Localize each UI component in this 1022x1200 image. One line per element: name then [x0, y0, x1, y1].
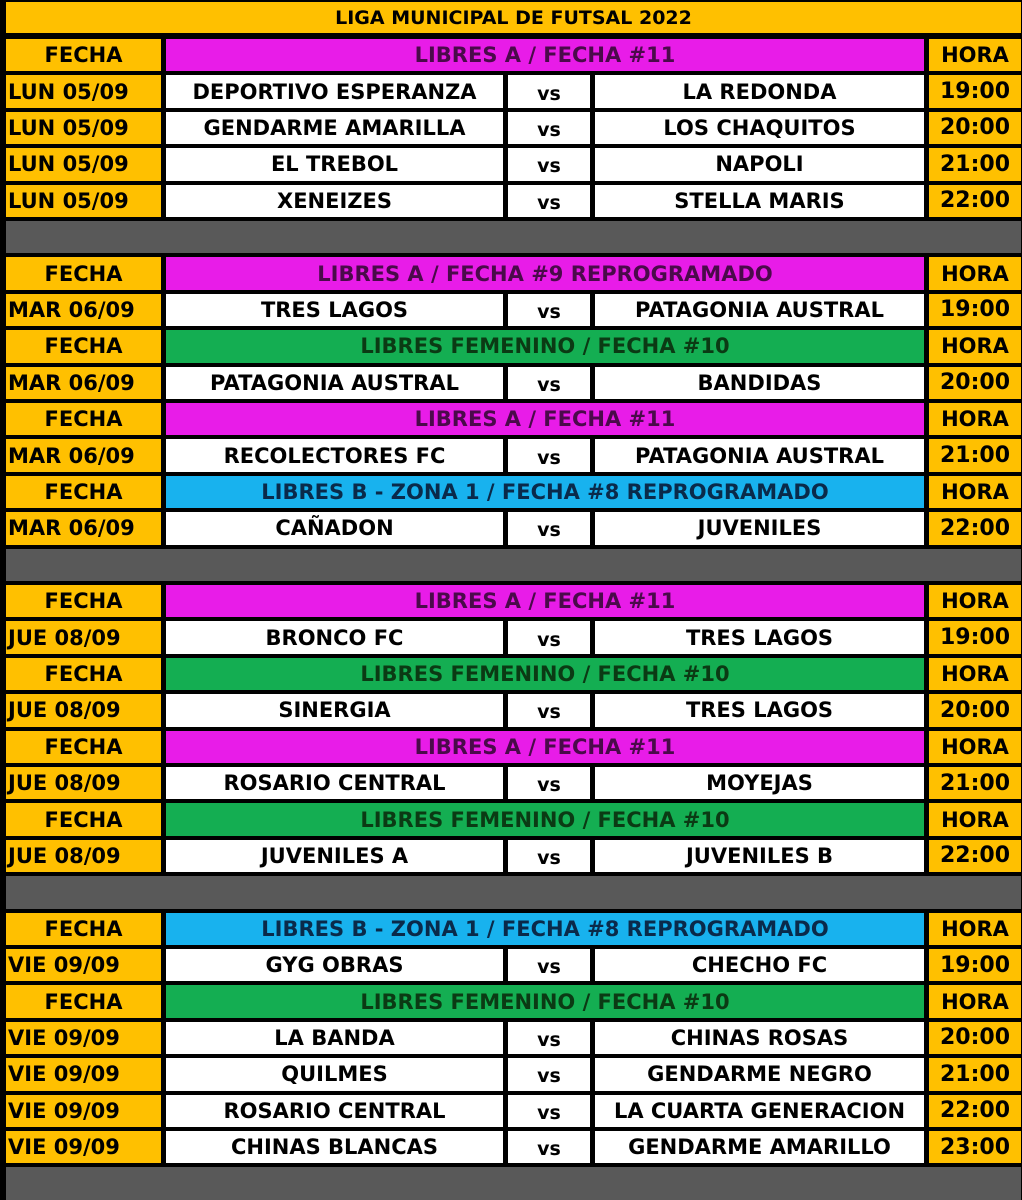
- section-title: LIBRES A / FECHA #11: [166, 585, 924, 617]
- home-team: GENDARME AMARILLA: [166, 112, 503, 144]
- match-time: 23:00: [929, 1131, 1021, 1163]
- section-title: LIBRES A / FECHA #9 REPROGRAMADO: [166, 257, 924, 289]
- away-team: PATAGONIA AUSTRAL: [595, 294, 924, 326]
- match-row: [0, 694, 1022, 726]
- match-time: 20:00: [929, 1022, 1021, 1054]
- match-date: VIE 09/09: [6, 949, 161, 981]
- match-date: VIE 09/09: [6, 1022, 161, 1054]
- section-header-row: [0, 803, 1022, 835]
- match-row: [0, 185, 1022, 217]
- match-date: MAR 06/09: [6, 512, 161, 544]
- match-time: 20:00: [929, 694, 1021, 726]
- vs-label: vs: [508, 694, 590, 726]
- vs-label: vs: [508, 439, 590, 471]
- vs-label: vs: [508, 512, 590, 544]
- match-row: [0, 840, 1022, 872]
- away-team: TRES LAGOS: [595, 694, 924, 726]
- fecha-header: FECHA: [6, 585, 161, 617]
- vs-label: vs: [508, 767, 590, 799]
- section-separator: [6, 221, 1021, 253]
- section-header-row: [0, 731, 1022, 763]
- fecha-header: FECHA: [6, 330, 161, 362]
- match-time: 21:00: [929, 439, 1021, 471]
- hora-header: HORA: [929, 330, 1021, 362]
- match-date: JUE 08/09: [6, 767, 161, 799]
- vs-label: vs: [508, 148, 590, 180]
- fecha-header: FECHA: [6, 658, 161, 690]
- section-title: LIBRES B - ZONA 1 / FECHA #8 REPROGRAMADO: [166, 476, 924, 508]
- home-team: TRES LAGOS: [166, 294, 503, 326]
- hora-header: HORA: [929, 658, 1021, 690]
- match-time: 22:00: [929, 185, 1021, 217]
- section-title: LIBRES A / FECHA #11: [166, 39, 924, 71]
- section-title: LIBRES B - ZONA 1 / FECHA #8 REPROGRAMADO: [166, 913, 924, 945]
- hora-header: HORA: [929, 803, 1021, 835]
- section-header-row: [0, 658, 1022, 690]
- match-date: LUN 05/09: [6, 75, 161, 107]
- match-row: [0, 1022, 1022, 1054]
- fecha-header: FECHA: [6, 985, 161, 1017]
- section-title: LIBRES FEMENINO / FECHA #10: [166, 985, 924, 1017]
- match-time: 22:00: [929, 1095, 1021, 1127]
- away-team: CHINAS ROSAS: [595, 1022, 924, 1054]
- match-date: LUN 05/09: [6, 112, 161, 144]
- section-header-row: [0, 913, 1022, 945]
- fecha-header: FECHA: [6, 476, 161, 508]
- match-row: [0, 112, 1022, 144]
- home-team: GYG OBRAS: [166, 949, 503, 981]
- match-date: VIE 09/09: [6, 1131, 161, 1163]
- away-team: STELLA MARIS: [595, 185, 924, 217]
- match-row: [0, 1058, 1022, 1090]
- section-title: LIBRES FEMENINO / FECHA #10: [166, 803, 924, 835]
- vs-label: vs: [508, 294, 590, 326]
- fecha-header: FECHA: [6, 403, 161, 435]
- section-title: LIBRES A / FECHA #11: [166, 731, 924, 763]
- match-date: LUN 05/09: [6, 148, 161, 180]
- fecha-header: FECHA: [6, 913, 161, 945]
- hora-header: HORA: [929, 585, 1021, 617]
- away-team: LA CUARTA GENERACION: [595, 1095, 924, 1127]
- section-title: LIBRES A / FECHA #11: [166, 403, 924, 435]
- vs-label: vs: [508, 1131, 590, 1163]
- match-row: [0, 294, 1022, 326]
- away-team: LA REDONDA: [595, 75, 924, 107]
- vs-label: vs: [508, 1022, 590, 1054]
- home-team: EL TREBOL: [166, 148, 503, 180]
- vs-label: vs: [508, 75, 590, 107]
- away-team: JUVENILES: [595, 512, 924, 544]
- section-title: LIBRES FEMENINO / FECHA #10: [166, 658, 924, 690]
- home-team: CHINAS BLANCAS: [166, 1131, 503, 1163]
- fecha-header: FECHA: [6, 731, 161, 763]
- away-team: NAPOLI: [595, 148, 924, 180]
- section-header-row: [0, 330, 1022, 362]
- home-team: LA BANDA: [166, 1022, 503, 1054]
- home-team: ROSARIO CENTRAL: [166, 767, 503, 799]
- away-team: GENDARME NEGRO: [595, 1058, 924, 1090]
- match-time: 22:00: [929, 840, 1021, 872]
- match-time: 21:00: [929, 767, 1021, 799]
- match-row: [0, 148, 1022, 180]
- hora-header: HORA: [929, 985, 1021, 1017]
- match-date: JUE 08/09: [6, 694, 161, 726]
- match-row: [0, 75, 1022, 107]
- match-row: [0, 767, 1022, 799]
- home-team: QUILMES: [166, 1058, 503, 1090]
- vs-label: vs: [508, 621, 590, 653]
- match-date: MAR 06/09: [6, 294, 161, 326]
- section-header-row: [0, 985, 1022, 1017]
- match-row: [0, 949, 1022, 981]
- vs-label: vs: [508, 367, 590, 399]
- home-team: PATAGONIA AUSTRAL: [166, 367, 503, 399]
- away-team: GENDARME AMARILLO: [595, 1131, 924, 1163]
- match-row: [0, 621, 1022, 653]
- vs-label: vs: [508, 840, 590, 872]
- match-date: MAR 06/09: [6, 367, 161, 399]
- home-team: JUVENILES A: [166, 840, 503, 872]
- fecha-header: FECHA: [6, 803, 161, 835]
- vs-label: vs: [508, 112, 590, 144]
- match-date: VIE 09/09: [6, 1095, 161, 1127]
- hora-header: HORA: [929, 731, 1021, 763]
- match-time: 21:00: [929, 148, 1021, 180]
- match-row: [0, 1131, 1022, 1163]
- away-team: JUVENILES B: [595, 840, 924, 872]
- away-team: TRES LAGOS: [595, 621, 924, 653]
- vs-label: vs: [508, 949, 590, 981]
- match-row: [0, 1095, 1022, 1127]
- home-team: CAÑADON: [166, 512, 503, 544]
- section-header-row: [0, 403, 1022, 435]
- home-team: SINERGIA: [166, 694, 503, 726]
- section-header-row: [0, 39, 1022, 71]
- match-time: 22:00: [929, 512, 1021, 544]
- home-team: BRONCO FC: [166, 621, 503, 653]
- match-date: LUN 05/09: [6, 185, 161, 217]
- vs-label: vs: [508, 185, 590, 217]
- away-team: MOYEJAS: [595, 767, 924, 799]
- away-team: BANDIDAS: [595, 367, 924, 399]
- section-title: LIBRES FEMENINO / FECHA #10: [166, 330, 924, 362]
- section-header-row: [0, 585, 1022, 617]
- home-team: RECOLECTORES FC: [166, 439, 503, 471]
- match-time: 20:00: [929, 112, 1021, 144]
- away-team: CHECHO FC: [595, 949, 924, 981]
- match-time: 19:00: [929, 294, 1021, 326]
- section-separator: [6, 1167, 1021, 1199]
- match-time: 19:00: [929, 949, 1021, 981]
- section-separator: [6, 549, 1021, 581]
- section-separator: [6, 876, 1021, 908]
- home-team: ROSARIO CENTRAL: [166, 1095, 503, 1127]
- section-header-row: [0, 257, 1022, 289]
- match-date: MAR 06/09: [6, 439, 161, 471]
- fecha-header: FECHA: [6, 39, 161, 71]
- vs-label: vs: [508, 1095, 590, 1127]
- hora-header: HORA: [929, 257, 1021, 289]
- match-date: JUE 08/09: [6, 840, 161, 872]
- hora-header: HORA: [929, 476, 1021, 508]
- match-date: VIE 09/09: [6, 1058, 161, 1090]
- hora-header: HORA: [929, 913, 1021, 945]
- match-row: [0, 439, 1022, 471]
- match-time: 19:00: [929, 621, 1021, 653]
- fecha-header: FECHA: [6, 257, 161, 289]
- match-time: 21:00: [929, 1058, 1021, 1090]
- section-header-row: [0, 476, 1022, 508]
- away-team: PATAGONIA AUSTRAL: [595, 439, 924, 471]
- match-row: [0, 512, 1022, 544]
- hora-header: HORA: [929, 39, 1021, 71]
- home-team: DEPORTIVO ESPERANZA: [166, 75, 503, 107]
- page-title: LIGA MUNICIPAL DE FUTSAL 2022: [6, 2, 1021, 33]
- match-time: 19:00: [929, 75, 1021, 107]
- home-team: XENEIZES: [166, 185, 503, 217]
- match-time: 20:00: [929, 367, 1021, 399]
- match-row: [0, 367, 1022, 399]
- vs-label: vs: [508, 1058, 590, 1090]
- away-team: LOS CHAQUITOS: [595, 112, 924, 144]
- match-date: JUE 08/09: [6, 621, 161, 653]
- hora-header: HORA: [929, 403, 1021, 435]
